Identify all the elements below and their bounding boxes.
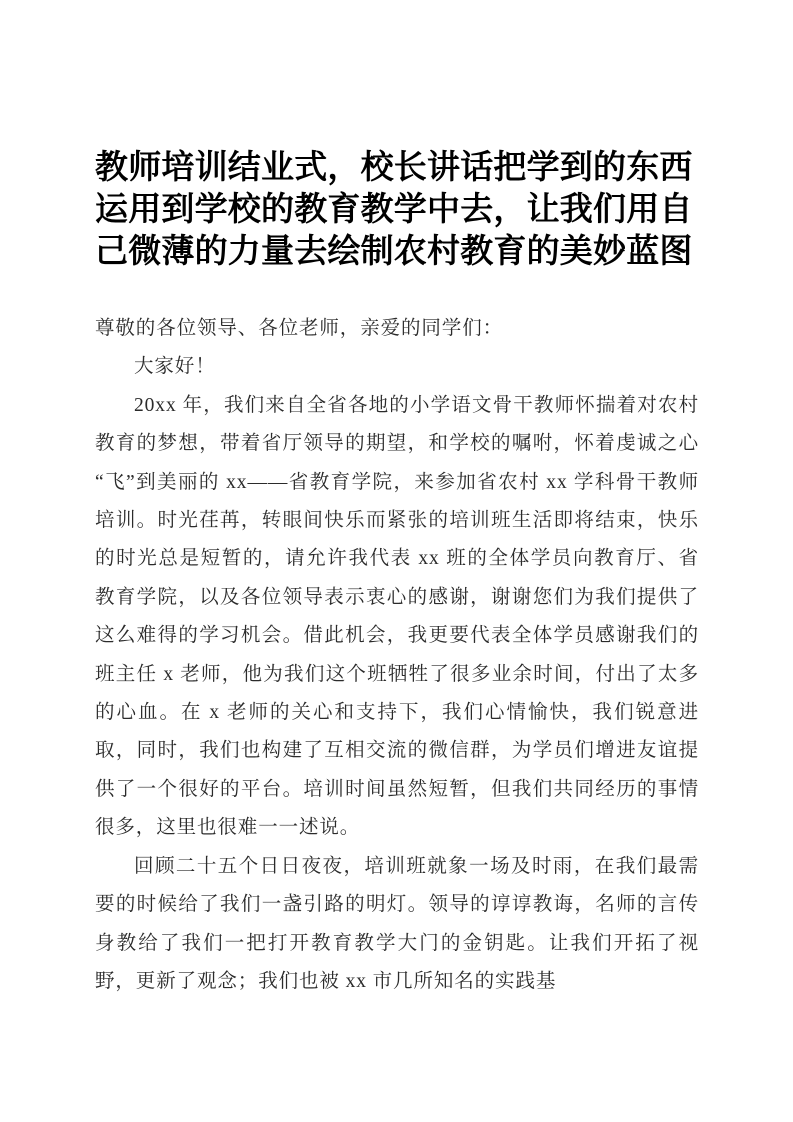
paragraph-salutation: 尊敬的各位领导、各位老师，亲爱的同学们： [95,318,504,339]
page-title: 教师培训结业式，校长讲话把学到的东西运用到学校的教育教学中去，让我们用自己微薄的力量去绘制农村教育的美妙蓝图 [95,147,693,270]
document-body [95,310,699,1001]
document-content [95,146,699,1001]
paragraph-body-1: 20xx 年，我们来自全省各地的小学语文骨干教师怀揣着对农村教育的梦想，带着省厅领导的期望，和学校的嘱咐，怀着虔诚之心“飞”到美丽的 xx——省教育学院，来参加省农村 xx 学科骨干教师培训。时光荏苒，转眼间快乐而紧张的培训班生活即将结束，快乐的时光总是短暂的，请允许我代表 xx 班的全体学员向教育厅、省教育学院，以及各位领导表示衷心的感谢，谢谢您们为我们提供了这么难得的学习机会。借此机会，我更要代表全体学员感谢我们的班主任 x 老师，他为我们这个班牺牲了很多业余时间，付出了太多的心血。在 x 老师的关心和支持下，我们心情愉快，我们锐意进取，同时，我们也构建了互相交流的微信群，为学员们增进友谊提供了一个很好的平台。培训时间虽然短暂，但我们共同经历的事情很多，这里也很难一一述说。 [95,394,699,839]
paragraph-greeting: 大家好！ [134,356,216,378]
paragraph-body-2: 回顾二十五个日日夜夜，培训班就象一场及时雨，在我们最需要的时候给了我们一盏引路的明灯。领导的谆谆教诲，名师的言传身教给了我们一把打开教育教学大门的金钥匙。让我们开拓了视野，更新了观念；我们也被 xx 市几所知名的实践基 [95,855,699,992]
